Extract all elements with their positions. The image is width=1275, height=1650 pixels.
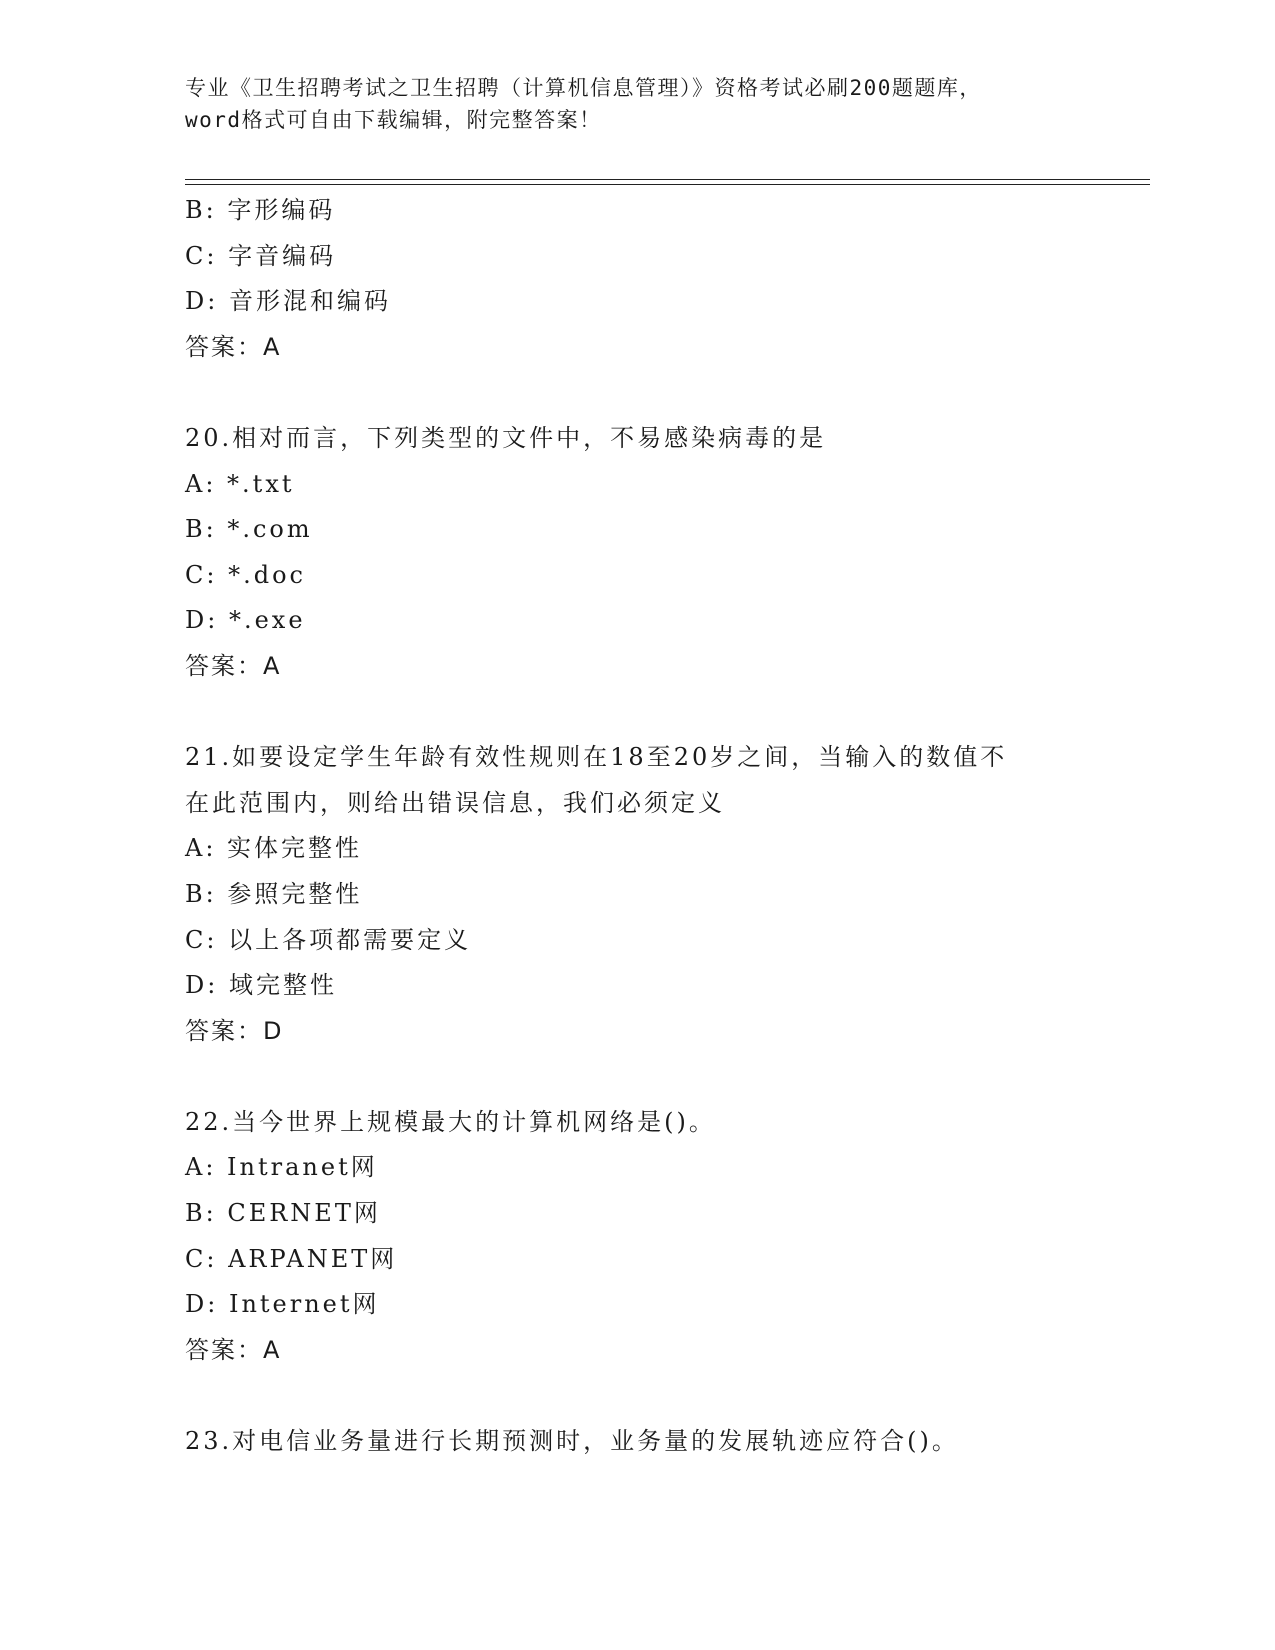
document-header [185, 72, 1085, 136]
q22-option-b: B: CERNET网 [185, 1199, 381, 1228]
q19-answer: 答案：A [185, 332, 282, 361]
q21-question-line-2: 在此范围内，则给出错误信息，我们必须定义 [185, 788, 725, 817]
q20-option-a: A: *.txt [185, 469, 295, 498]
q22-option-c: C: ARPANET网 [185, 1244, 398, 1273]
q21-option-b: B: 参照完整性 [185, 879, 363, 908]
question-list [185, 188, 1085, 1465]
q19-option-d: D: 音形混和编码 [185, 287, 391, 316]
q21-option-a: A: 实体完整性 [185, 834, 363, 863]
question-spacer [185, 1373, 1085, 1419]
q22-option-a: A: Intranet网 [185, 1153, 378, 1182]
q20-question: 20.相对而言，下列类型的文件中，不易感染病毒的是 [185, 423, 827, 452]
header-title-line-1: 专业《卫生招聘考试之卫生招聘（计算机信息管理）》资格考试必刷200题题库， [185, 76, 982, 100]
question-spacer [185, 690, 1085, 736]
q19-option-b: B: 字形编码 [185, 196, 336, 224]
header-divider-top [185, 179, 1150, 180]
header-title-line-2: word格式可自由下载编辑，附完整答案！ [185, 108, 602, 132]
q20-option-c: C: *.doc [185, 560, 306, 589]
question-spacer [185, 1054, 1085, 1100]
q21-option-c: C: 以上各项都需要定义 [185, 925, 472, 954]
q21-option-d: D: 域完整性 [185, 971, 337, 1000]
q19-option-c: C: 字音编码 [185, 241, 337, 270]
q21-answer: 答案：D [185, 1016, 284, 1045]
q20-option-d: D: *.exe [185, 606, 306, 635]
q23-question: 23.对电信业务量进行长期预测时，业务量的发展轨迹应符合()。 [185, 1427, 959, 1456]
q20-option-b: B: *.com [185, 515, 313, 544]
question-spacer [185, 370, 1085, 416]
header-divider-bottom [185, 184, 1150, 185]
q21-question-line-1: 21.如要设定学生年龄有效性规则在18至20岁之间，当输入的数值不 [185, 743, 1008, 772]
q22-option-d: D: Internet网 [185, 1290, 380, 1319]
q22-answer: 答案：A [185, 1335, 282, 1364]
q20-answer: 答案：A [185, 651, 282, 680]
q22-question: 22.当今世界上规模最大的计算机网络是()。 [185, 1107, 716, 1136]
